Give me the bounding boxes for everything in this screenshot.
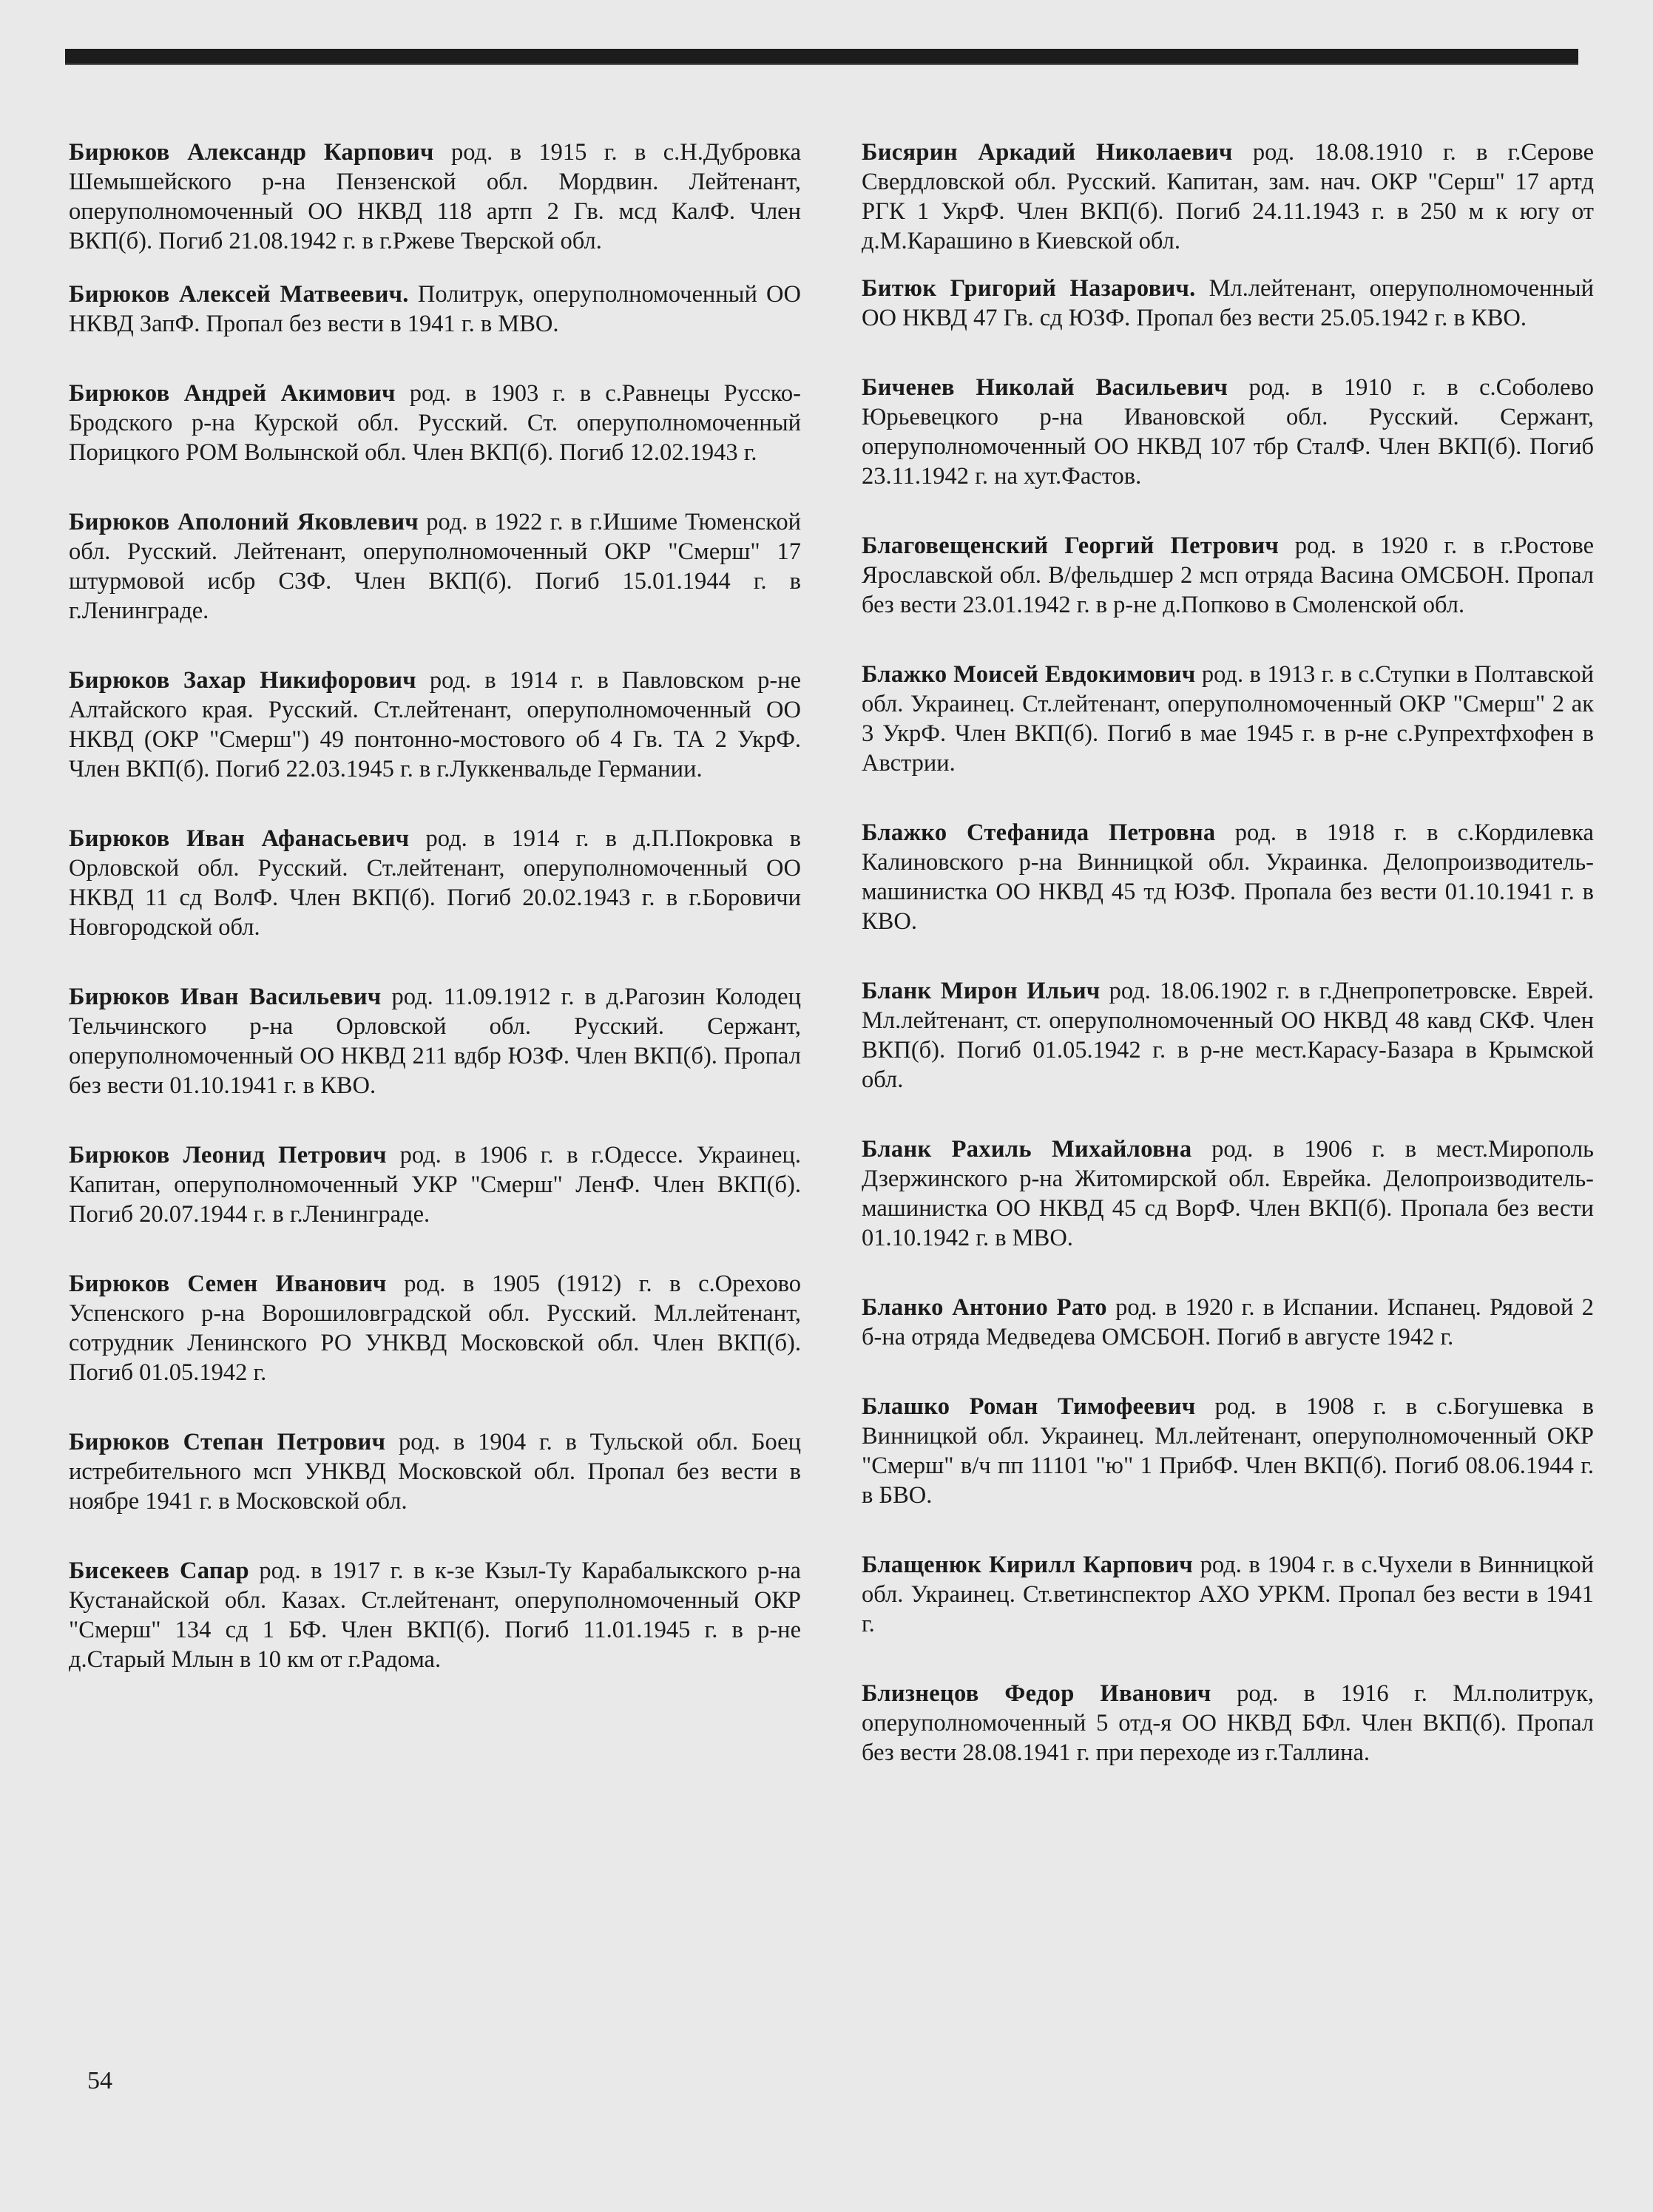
- entry-name: Бисекеев Сапар: [69, 1557, 249, 1584]
- entry-text: род. в 1915 г. в с.Н.Дубровка Шемышейского р-на Пензенской обл. Мордвин. Лейтенант, оперуполномоченный ОО НКВД 118 артп 2 Гв. мсд КалФ. Член ВКП(б). Погиб 21.08.1942 г. в г.Ржеве Тверской обл.: [69, 139, 801, 254]
- left-column: [69, 138, 801, 1674]
- entry-name: Бирюков Степан Петрович: [69, 1429, 386, 1455]
- entry: [862, 1392, 1594, 1510]
- entry: [862, 138, 1594, 256]
- entry: [862, 1550, 1594, 1639]
- entry-text: род. 11.09.1912 г. в д.Рагозин Колодец Тельчинского р-на Орловской обл. Русский. Сержант, оперуполномоченный ОО НКВД 211 вдбр ЮЗФ. Член ВКП(б). Пропал без вести 01.10.1941 г. в КВО.: [69, 984, 801, 1099]
- entry-text: род. в 1903 г. в с.Равнецы Русско-Бродского р-на Курской обл. Русский. Ст. оперуполномоченный Порицкого РОМ Волынской обл. Член ВКП(б). Погиб 12.02.1943 г.: [69, 380, 801, 466]
- entry: [862, 1679, 1594, 1768]
- entry: [862, 976, 1594, 1095]
- entry-text: род. в 1918 г. в с.Кордилевка Калиновского р-на Винницкой обл. Украинка. Делопроизводитель-машинистка ОО НКВД 45 тд ЮЗФ. Пропала без вести 01.10.1941 г. в КВО.: [862, 819, 1594, 935]
- entry: [69, 982, 801, 1100]
- entry-text: род. в 1905 (1912) г. в с.Орехово Успенского р-на Ворошиловградской обл. Русский. Мл.лейтенант, сотрудник Ленинского РО УНКВД Московской обл. Член ВКП(б). Погиб 01.05.1942 г.: [69, 1271, 801, 1386]
- entry: [862, 373, 1594, 491]
- entry-name: Бирюков Аполоний Яковлевич: [69, 509, 419, 535]
- page-number: 54: [87, 2067, 112, 2094]
- entry-text: род. в 1906 г. в мест.Мирополь Дзержинского р-на Житомирской обл. Еврейка. Делопроизводитель-машинистка ОО НКВД 45 сд ВорФ. Член ВКП(б). Пропала без вести 01.10.1942 г. в МВО.: [862, 1136, 1595, 1251]
- entry: [69, 379, 801, 467]
- entry-text: род. в 1913 г. в с.Ступки в Полтавской обл. Украинец. Ст.лейтенант, оперуполномоченный ОКР "Смерш" 2 ак 3 УкрФ. Член ВКП(б). Погиб в мае 1945 г. в р-не с.Рупрехтфхофен в Австрии.: [862, 661, 1594, 777]
- entry: [69, 666, 801, 784]
- entry-text: род. 18.08.1910 г. в г.Серове Свердловской обл. Русский. Капитан, зам. нач. ОКР "Серш" 17 артд РГК 1 УкрФ. Член ВКП(б). Погиб 24.11.1943 г. в 250 м к югу от д.М.Карашино в Киевской обл.: [862, 139, 1594, 254]
- entry: [69, 507, 801, 626]
- entry-text: род. в 1917 г. в к-зе Кзыл-Ту Карабалыкского р-на Кустанайской обл. Казах. Ст.лейтенант, оперуполномоченный ОКР "Смерш" 134 сд 1 БФ. Член ВКП(б). Погиб 11.01.1945 г. в р-не д.Старый Млын в 10 км от г.Радома.: [69, 1557, 801, 1673]
- entry-text: род. в 1914 г. в Павловском р-не Алтайского края. Русский. Ст.лейтенант, оперуполномоченный ОО НКВД (ОКР "Смерш") 49 понтонно-мостового об 4 Гв. ТА 2 УкрФ. Член ВКП(б). Погиб 22.03.1945 г. в г.Луккенвальде Германии.: [69, 667, 801, 782]
- entry-name: Блащенюк Кирилл Карпович: [862, 1552, 1193, 1578]
- entry-name: Бирюков Иван Васильевич: [69, 984, 382, 1010]
- entry: [69, 1556, 801, 1674]
- entry: [862, 660, 1594, 778]
- entry: [69, 1269, 801, 1387]
- entry-name: Бланко Антонио Рато: [862, 1294, 1107, 1321]
- entry-text: Мл.лейтенант, оперуполномоченный ОО НКВД 47 Гв. сд ЮЗФ. Пропал без вести 25.05.1942 г. в КВО.: [862, 275, 1594, 331]
- entry-name: Бирюков Александр Карпович: [69, 139, 434, 166]
- entry-name: Бисярин Аркадий Николаевич: [862, 139, 1233, 166]
- entry: [862, 1134, 1594, 1253]
- entry: [862, 274, 1594, 333]
- entry-name: Бирюков Захар Никифорович: [69, 667, 416, 694]
- entry: [862, 1293, 1594, 1352]
- entry-name: Блажко Моисей Евдокимович: [862, 661, 1196, 688]
- entry: [69, 824, 801, 942]
- entry: [862, 531, 1594, 620]
- entry-text: род. в 1922 г. в г.Ишиме Тюменской обл. Русский. Лейтенант, оперуполномоченный ОКР "Смерш" 17 штурмовой исбр СЗФ. Член ВКП(б). Погиб 15.01.1944 г. в г.Ленинграде.: [69, 509, 801, 624]
- entry: [69, 1140, 801, 1229]
- entry-text: род. в 1904 г. в Тульской обл. Боец истребительного мсп УНКВД Московской обл. Пропал без вести в ноябре 1941 г. в Московской обл.: [69, 1429, 801, 1515]
- entry: [69, 1427, 801, 1516]
- entry: [862, 818, 1594, 936]
- entry-text: род. в 1920 г. в г.Ростове Ярославской обл. В/фельдшер 2 мсп отряда Васина ОМСБОН. Пропал без вести 23.01.1942 г. в р-не д.Попково в Смоленской обл.: [862, 532, 1595, 618]
- entry-name: Битюк Григорий Назарович.: [862, 275, 1196, 302]
- header-rule: [65, 49, 1578, 64]
- entry-text: род. в 1908 г. в с.Богушевка в Винницкой обл. Украинец. Мл.лейтенант, оперуполномоченный ОКР "Смерш" в/ч пп 11101 "ю" 1 ПрибФ. Член ВКП(б). Погиб 08.06.1944 г. в БВО.: [862, 1393, 1594, 1509]
- entry-text: род. в 1906 г. в г.Одессе. Украинец. Капитан, оперуполномоченный УКР "Смерш" ЛенФ. Член ВКП(б). Погиб 20.07.1944 г. в г.Ленинграде.: [69, 1142, 802, 1228]
- entry: [69, 280, 801, 339]
- entry-text: род. 18.06.1902 г. в г.Днепропетровске. Еврей. Мл.лейтенант, ст. оперуполномоченный ОО НКВД 48 кавд СКФ. Член ВКП(б). Погиб 01.05.1942 г. в р-не мест.Карасу-Базара в Крымской обл.: [862, 978, 1594, 1093]
- entry-name: Бирюков Иван Афанасьевич: [69, 825, 410, 852]
- entry-name: Близнецов Федор Иванович: [862, 1680, 1211, 1707]
- entry-name: Бланк Мирон Ильич: [862, 978, 1101, 1004]
- entry-text: род. в 1916 г. Мл.политрук, оперуполномоченный 5 отд-я ОО НКВД БФл. Член ВКП(б). Пропал без вести 28.08.1941 г. при переходе из г.Таллина.: [862, 1680, 1594, 1766]
- entry-text: Политрук, оперуполномоченный ОО НКВД ЗапФ. Пропал без вести в 1941 г. в МВО.: [69, 281, 801, 337]
- entry-name: Блажко Стефанида Петровна: [862, 819, 1216, 846]
- entry-name: Блашко Роман Тимофеевич: [862, 1393, 1196, 1420]
- right-column: [862, 138, 1594, 1768]
- entry-name: Бирюков Леонид Петрович: [69, 1142, 387, 1168]
- entry-name: Бирюков Алексей Матвеевич.: [69, 281, 409, 308]
- entry-name: Благовещенский Георгий Петрович: [862, 532, 1280, 559]
- entry-name: Бирюков Семен Иванович: [69, 1271, 387, 1297]
- entry-text: род. в 1914 г. в д.П.Покровка в Орловской обл. Русский. Ст.лейтенант, оперуполномоченный ОО НКВД 11 сд ВолФ. Член ВКП(б). Погиб 20.02.1943 г. в г.Боровичи Новгородской обл.: [69, 825, 801, 941]
- entry-name: Биченев Николай Васильевич: [862, 374, 1228, 401]
- entry-text: род. в 1910 г. в с.Соболево Юрьевецкого р-на Ивановской обл. Русский. Сержант, оперуполномоченный ОО НКВД 107 тбр СталФ. Член ВКП(б). Погиб 23.11.1942 г. на хут.Фастов.: [862, 374, 1594, 490]
- entry-text: род. в 1920 г. в Испании. Испанец. Рядовой 2 б-на отряда Медведева ОМСБОН. Погиб в августе 1942 г.: [862, 1294, 1595, 1350]
- entry-name: Бланк Рахиль Михайловна: [862, 1136, 1192, 1163]
- entry-name: Бирюков Андрей Акимович: [69, 380, 396, 407]
- entry: [69, 138, 801, 256]
- entry-text: род. в 1904 г. в с.Чухели в Винницкой обл. Украинец. Ст.ветинспектор АХО УРКМ. Пропал без вести в 1941 г.: [862, 1552, 1595, 1637]
